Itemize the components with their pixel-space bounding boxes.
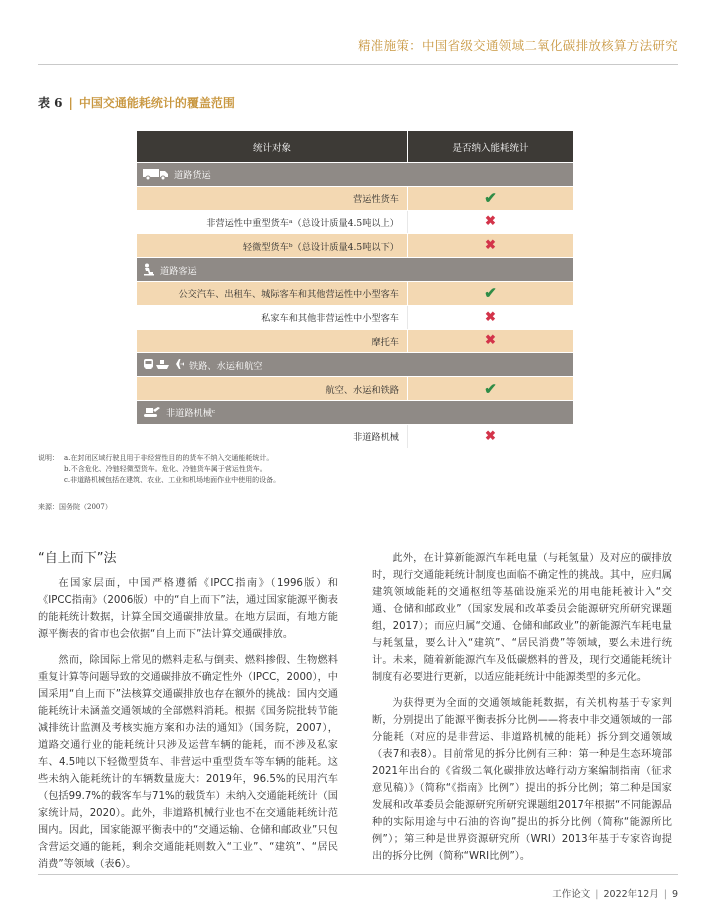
table-row [137, 424, 573, 448]
paragraph: 然而，除国际上常见的燃料走私与倒卖、燃料掺假、生物燃料重复计算等问题导致的交通碳排放不确定性外（IPCC，2000），中国采用“自上而下”法核算交通碳排放也存在额外的挑战：国内交通能耗统计未涵盖交通领域的全部燃料消耗。根据《国务院批转节能减排统计监测及考核实施方案和办法的通知》（国务院，2007），道路交通行业的能耗统计只涉及运营车辆的能耗，而不涉及私家车、4.5吨以下轻微型货车、非营运中重型货车等车辆的能耗。这些未纳入能耗统计的车辆数量庞大：2019年，96.5%的民用汽车（包括99.7%的载客车与71%的载货车）未纳入交通能耗统计（国家统计局，2020）。此外，非道路机械行业也不在交通能耗统计范围内。因此，国家能源平衡表中的“交通运输、仓储和邮政业”只包含营运交通的能耗，剩余交通能耗则数入“工业”、“建筑”、“居民消费”等领域（表6）。 [38, 655, 338, 870]
row-label: 非道路机械 [137, 425, 408, 448]
caption-separator: | [68, 96, 73, 110]
check-icon: ✔ [484, 379, 497, 398]
coverage-table [137, 131, 573, 448]
row-label: 摩托车 [137, 330, 408, 353]
page-footer: 工作论文 | 2022年12月 | 9 [552, 889, 678, 900]
group-row-non-road-machinery [137, 400, 573, 424]
table-row [137, 305, 573, 329]
table-number: 表 6 [38, 96, 63, 110]
table-row [137, 329, 573, 353]
section-heading: “自上而下”法 [38, 551, 117, 566]
paragraph: 此外，在计算新能源汽车耗电量（与耗氢量）及对应的碳排放时，现行交通能耗统计制度也面临不确定性的挑战。其中，应归属建筑领域能耗的交通枢纽等基础设施采光的用电能耗被计入“交通、仓储和邮政业”（国家发展和改革委员会能源研究所研究课题组，2017）；而应归属“交通、仓储和邮政业”的新能源汽车耗电量与耗氢量，要么计入“建筑”、“居民消费”等领域，要么未进行统计。未来，随着新能源汽车及低碳燃料的普及，现行交通能耗统计制度有必要进行更新，以适应能耗统计中能源类型的多元化。 [372, 553, 672, 683]
row-label: 非营运性中重型货车ᵃ（总设计质量4.5吨以上） [137, 211, 408, 234]
table-notes [38, 453, 280, 486]
row-label: 航空、水运和铁路 [137, 377, 408, 400]
header-included: 是否纳入能耗统计 [452, 142, 529, 154]
group-label: 道路客运 [160, 265, 197, 277]
footer-date: 2022年12月 [603, 889, 659, 900]
notes-label: 说明： [38, 454, 59, 462]
table-row [137, 376, 573, 400]
train-icon [143, 359, 154, 371]
table-source: 来源：国务院（2007） [38, 503, 112, 511]
row-label: 轻微型货车ᵇ（总设计质量4.5吨以下） [137, 234, 408, 257]
check-icon: ✔ [484, 284, 497, 303]
group-row-road-freight [137, 162, 573, 186]
passenger-icon [143, 263, 155, 276]
body-column-right [372, 550, 672, 874]
cross-icon: ✖ [485, 428, 496, 444]
cross-icon: ✖ [485, 333, 496, 349]
page-number: 9 [671, 889, 678, 900]
truck-icon [143, 168, 169, 180]
body-column-left [38, 550, 338, 882]
table-header-row [137, 131, 573, 162]
group-label: 道路货运 [174, 170, 211, 182]
table-caption [38, 94, 235, 111]
table-title: 中国交通能耗统计的覆盖范围 [78, 96, 235, 110]
paragraph: 在国家层面，中国严格遵循《IPCC指南》（1996版）和《IPCC指南》（2006版）中的“自上而下”法，通过国家能源平衡表的能耗统计数据，计算全国交通碳排放量。在地方层面，有地方能源平衡表的省市也会依据“自上而下”法计算交通碳排放。 [38, 578, 338, 640]
note-a: a.在封闭区域行驶且用于非经营性目的的货车不纳入交通能耗统计。 [64, 454, 274, 462]
group-label: 非道路机械ᶜ [166, 408, 216, 420]
cross-icon: ✖ [485, 309, 496, 325]
ship-icon [156, 359, 169, 371]
header-stat-object: 统计对象 [137, 131, 408, 162]
machinery-icon [143, 406, 161, 418]
check-icon: ✔ [484, 189, 497, 208]
plane-icon [171, 359, 184, 371]
row-label: 公交汽车、出租车、城际客车和其他营运性中小型客车 [137, 282, 408, 305]
group-row-rail-water-air [137, 352, 573, 376]
footer-divider [38, 874, 678, 875]
group-row-road-passenger [137, 257, 573, 281]
table-row [137, 210, 573, 234]
table-row [137, 186, 573, 210]
paragraph: 为获得更为全面的交通领域能耗数据，有关机构基于专家判断，分别提出了能源平衡表拆分比例——将表中非交通领域的一部分能耗（对应的是非营运、非道路机械的能耗）拆分到交通领域（表7和表8）。目前常见的拆分比例有三种：第一种是生态环境部2021年出台的《省级二氧化碳排放达峰行动方案编制指南（征求意见稿）》（简称“《指南》比例”）提出的拆分比例；第二种是国家发展和改革委员会能源研究所研究课题组2017年根据“不同能源品种的实际用途与中石油的咨询”提出的拆分比例（简称“能源所比例”）；第三种是世界资源研究所（WRI）2013年基于专家咨询提出的拆分比例（简称“WRI比例”）。 [372, 698, 672, 862]
group-label: 铁路、水运和航空 [189, 360, 263, 372]
table-row [137, 281, 573, 305]
header-divider [38, 64, 678, 65]
row-label: 营运性货车 [137, 187, 408, 210]
row-label: 私家车和其他非营运性中小型客车 [137, 306, 408, 329]
note-b: b.不含危化、冷链轻微型货车。危化、冷链货车属于营运性货车。 [64, 465, 267, 473]
footer-series: 工作论文 [552, 889, 591, 900]
cross-icon: ✖ [485, 238, 496, 254]
cross-icon: ✖ [485, 214, 496, 230]
running-header: 精准施策：中国省级交通领域二氧化碳排放核算方法研究 [357, 38, 678, 53]
table-row [137, 233, 573, 257]
note-c: c.非道路机械包括在建筑、农业、工业和机场地面作业中使用的设备。 [64, 476, 281, 484]
